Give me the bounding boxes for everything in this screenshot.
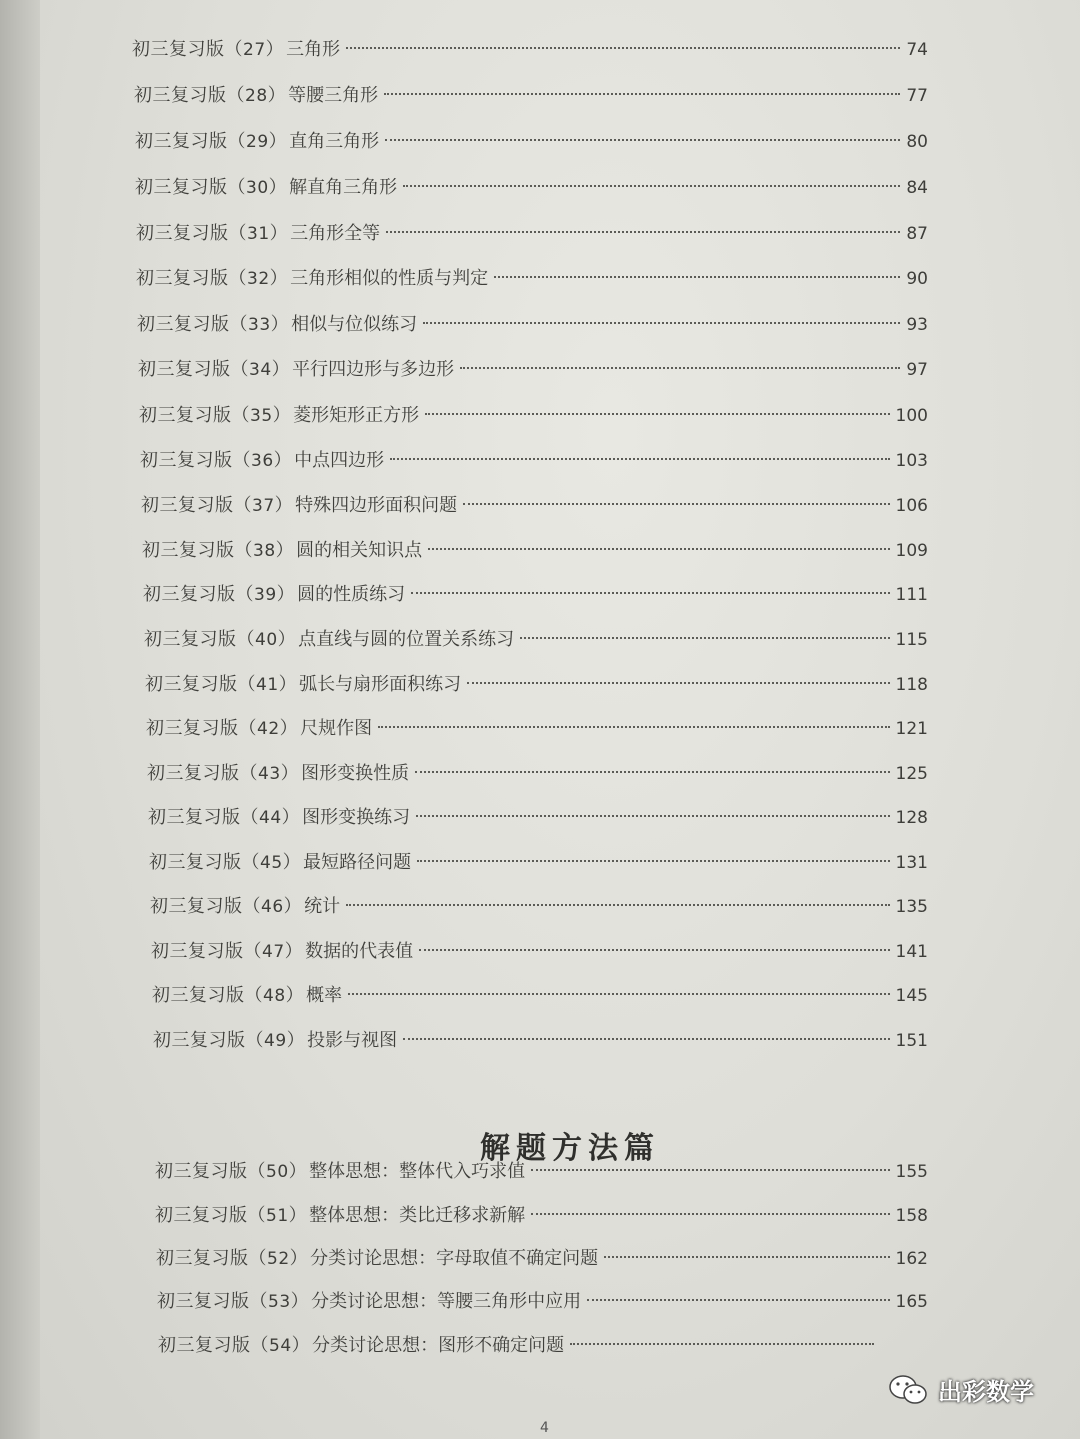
entry-label [156,1244,308,1270]
toc-entry [141,491,928,521]
entry-title: 整体思想：整体代入巧求值 [309,1161,526,1182]
entry-title: 整体思想：类比迁移求新解 [309,1205,526,1226]
entry-label-suffix: ） [269,268,289,289]
entry-label-prefix: 初三复习版（ [138,359,249,380]
entry-label [150,892,302,918]
entry-number: 28 [245,86,268,106]
entry-label-prefix: 初三复习版（ [155,1205,266,1226]
entry-label-suffix: ） [265,39,285,60]
entry-label-suffix: ） [273,450,293,471]
entry-title: 中点四边形 [294,450,385,471]
entry-number: 50 [266,1162,289,1182]
toc-entry [139,401,928,431]
entry-number: 42 [257,719,280,739]
entry-label-prefix: 初三复习版（ [157,1291,268,1312]
toc-entry [146,714,928,744]
entry-label [147,759,299,785]
toc-entry [136,219,928,249]
entry-title: 概率 [306,985,343,1006]
dot-leader [494,276,900,278]
toc-entry [150,892,928,922]
entry-label-suffix: ） [284,941,304,962]
toc-entry [156,1244,928,1274]
dot-leader [460,367,900,369]
entry-label [146,714,298,740]
entry-title: 特殊四边形面积问题 [295,495,458,516]
entry-label [135,127,287,153]
entry-number: 40 [255,630,278,650]
toc-entry [142,536,928,566]
entry-number: 27 [243,40,266,60]
entry-label-prefix: 初三复习版（ [139,405,250,426]
dot-leader [423,322,900,324]
entry-page-number: 100 [895,406,928,426]
entry-page-number: 111 [895,585,928,605]
entry-label-prefix: 初三复习版（ [152,985,263,1006]
entry-label-suffix: ） [268,131,288,152]
entry-title: 弧长与扇形面积练习 [299,674,462,695]
entry-page-number: 115 [895,630,928,650]
dot-leader [403,1038,889,1040]
entry-label-prefix: 初三复习版（ [149,852,260,873]
entry-page-number: 155 [895,1162,928,1182]
entry-label-prefix: 初三复习版（ [145,674,256,695]
dot-leader [385,139,900,141]
entry-label [138,355,290,381]
entry-number: 43 [258,764,281,784]
wechat-icon [888,1373,930,1407]
entry-label [152,981,304,1007]
entry-label-suffix: ） [280,763,300,784]
entry-label-prefix: 初三复习版（ [137,314,248,335]
entry-label-suffix: ） [289,1248,309,1269]
entry-label [142,536,294,562]
entry-page-number: 135 [895,897,928,917]
entry-label [158,1331,310,1357]
dot-leader [411,592,889,594]
entry-label-prefix: 初三复习版（ [153,1030,264,1051]
entry-label-suffix: ） [272,405,292,426]
entry-label-prefix: 初三复习版（ [135,177,246,198]
entry-label-suffix: ） [288,1161,308,1182]
entry-title: 解直角三角形 [289,177,398,198]
dot-leader [416,815,889,817]
entry-title: 分类讨论思想：等腰三角形中应用 [311,1291,582,1312]
entry-label-prefix: 初三复习版（ [142,540,253,561]
entry-label-suffix: ） [274,495,294,516]
entry-title: 圆的相关知识点 [296,540,423,561]
entry-title: 平行四边形与多边形 [292,359,455,380]
entry-label-prefix: 初三复习版（ [156,1248,267,1269]
table-of-contents [40,0,1080,1439]
entry-number: 34 [249,360,272,380]
entry-title: 圆的性质练习 [297,584,406,605]
entry-number: 36 [251,451,274,471]
entry-label [132,35,284,61]
dot-leader [346,47,900,49]
dot-leader [346,904,889,906]
entry-label [149,848,301,874]
entry-label-prefix: 初三复习版（ [155,1161,266,1182]
document-page [40,0,1080,1439]
entry-number: 35 [250,406,273,426]
entry-label-suffix: ） [286,1030,306,1051]
entry-number: 52 [267,1249,290,1269]
entry-label-suffix: ） [290,1291,310,1312]
entry-label [134,81,286,107]
entry-label [157,1287,309,1313]
footer-page-number: 4 [540,1420,549,1436]
entry-label [137,310,289,336]
entry-number: 39 [254,585,277,605]
entry-title: 尺规作图 [300,718,373,739]
dot-leader [384,93,900,95]
entry-label [140,446,292,472]
toc-entry [143,580,928,610]
entry-number: 44 [259,808,282,828]
dot-leader [403,185,900,187]
entry-label-suffix: ） [285,985,305,1006]
entry-label-suffix: ） [288,1205,308,1226]
toc-entry [136,264,928,294]
dot-leader [467,682,889,684]
dot-leader [386,231,900,233]
dot-leader [587,1299,889,1301]
entry-label [144,625,296,651]
dot-leader [348,993,889,995]
toc-entry [148,803,928,833]
entry-number: 37 [252,496,275,516]
entry-title: 等腰三角形 [288,85,379,106]
entry-page-number: 77 [906,86,928,106]
entry-number: 48 [263,986,286,1006]
toc-entry [144,625,928,655]
toc-entry [157,1287,928,1317]
entry-number: 38 [253,541,276,561]
entry-number: 47 [262,942,285,962]
dot-leader [463,503,889,505]
toc-entry [132,35,928,65]
entry-page-number: 106 [895,496,928,516]
entry-page-number: 162 [895,1249,928,1269]
entry-label-suffix: ） [271,359,291,380]
entry-number: 54 [269,1336,292,1356]
entry-label-suffix: ） [277,629,297,650]
entry-label-prefix: 初三复习版（ [132,39,243,60]
entry-label [148,803,300,829]
entry-page-number: 165 [895,1292,928,1312]
entry-number: 41 [256,675,279,695]
entry-page-number: 151 [895,1031,928,1051]
entry-page-number: 97 [906,360,928,380]
section-heading: 解题方法篇 [480,1131,660,1166]
entry-label-suffix: ） [281,807,301,828]
dot-leader [531,1213,889,1215]
entry-title: 分类讨论思想：字母取值不确定问题 [310,1248,599,1269]
entry-number: 29 [246,132,269,152]
entry-number: 46 [261,897,284,917]
entry-label [136,264,288,290]
entry-page-number: 121 [895,719,928,739]
toc-entry [153,1026,928,1056]
entry-page-number: 109 [895,541,928,561]
dot-leader [378,726,889,728]
entry-title: 分类讨论思想：图形不确定问题 [312,1335,565,1356]
entry-page-number: 87 [906,224,928,244]
entry-number: 30 [246,178,269,198]
entry-label [141,491,293,517]
watermark-text: 出彩数学 [938,1378,1034,1406]
entry-page-number: 145 [895,986,928,1006]
dot-leader [425,413,889,415]
entry-page-number: 84 [906,178,928,198]
entry-number: 53 [268,1292,291,1312]
entry-page-number: 131 [895,853,928,873]
toc-entry [135,127,928,157]
entry-label-prefix: 初三复习版（ [144,629,255,650]
toc-entry [151,937,928,967]
entry-number: 51 [266,1206,289,1226]
entry-title: 相似与位似练习 [291,314,418,335]
entry-title: 数据的代表值 [305,941,414,962]
entry-title: 投影与视图 [307,1030,398,1051]
entry-title: 图形变换性质 [301,763,410,784]
entry-label-prefix: 初三复习版（ [151,941,262,962]
entry-page-number: 74 [906,40,928,60]
entry-label-prefix: 初三复习版（ [150,896,261,917]
dot-leader [419,949,889,951]
toc-entry [137,310,928,340]
entry-page-number: 80 [906,132,928,152]
entry-title: 三角形 [286,39,341,60]
entry-number: 45 [260,853,283,873]
entry-label-suffix: ） [270,314,290,335]
dot-leader [604,1256,889,1258]
entry-label-suffix: ） [267,85,287,106]
entry-title: 三角形全等 [290,223,381,244]
dot-leader [570,1343,874,1345]
entry-label [136,219,288,245]
entry-label-suffix: ） [291,1335,311,1356]
entry-label-suffix: ） [269,223,289,244]
entry-page-number: 118 [895,675,928,695]
entry-title: 菱形矩形正方形 [293,405,420,426]
entry-number: 49 [264,1031,287,1051]
dot-leader [415,771,889,773]
entry-label-suffix: ） [283,896,303,917]
entry-title: 最短路径问题 [303,852,412,873]
entry-label-prefix: 初三复习版（ [141,495,252,516]
entry-number: 31 [247,224,270,244]
entry-label-suffix: ） [268,177,288,198]
entry-label-suffix: ） [275,540,295,561]
entry-label-prefix: 初三复习版（ [135,131,246,152]
toc-entry [155,1201,928,1231]
entry-label-prefix: 初三复习版（ [143,584,254,605]
dot-leader [428,548,889,550]
toc-entry [134,81,928,111]
entry-page-number: 103 [895,451,928,471]
entry-label-prefix: 初三复习版（ [136,268,247,289]
entry-page-number: 93 [906,315,928,335]
dot-leader [531,1169,889,1171]
entry-label [151,937,303,963]
entry-title: 直角三角形 [289,131,380,152]
watermark [888,1372,1034,1407]
entry-label-suffix: ） [282,852,302,873]
entry-page-number: 158 [895,1206,928,1226]
toc-entry [145,670,928,700]
dot-leader [417,860,889,862]
entry-label-suffix: ） [279,718,299,739]
entry-label-prefix: 初三复习版（ [140,450,251,471]
toc-entry [158,1331,880,1361]
dot-leader [520,637,889,639]
entry-page-number: 128 [895,808,928,828]
entry-label [139,401,291,427]
toc-entry [149,848,928,878]
entry-label [155,1201,307,1227]
entry-title: 点直线与圆的位置关系练习 [298,629,515,650]
entry-page-number: 141 [895,942,928,962]
entry-title: 图形变换练习 [302,807,411,828]
entry-title: 三角形相似的性质与判定 [290,268,489,289]
toc-entry [140,446,928,476]
entry-label-prefix: 初三复习版（ [148,807,259,828]
entry-label-prefix: 初三复习版（ [147,763,258,784]
entry-label [155,1157,307,1183]
entry-label [143,580,295,606]
entry-number: 33 [248,315,271,335]
entry-label-prefix: 初三复习版（ [146,718,257,739]
entry-title: 统计 [304,896,341,917]
entry-label-prefix: 初三复习版（ [134,85,245,106]
entry-number: 32 [247,269,270,289]
dot-leader [390,458,889,460]
entry-label-suffix: ） [278,674,298,695]
entry-label [135,173,287,199]
toc-entry [147,759,928,789]
toc-entry [152,981,928,1011]
entry-page-number: 90 [906,269,928,289]
entry-label [153,1026,305,1052]
entry-page-number: 125 [895,764,928,784]
toc-entry [135,173,928,203]
entry-label-prefix: 初三复习版（ [158,1335,269,1356]
entry-label-prefix: 初三复习版（ [136,223,247,244]
entry-label [145,670,297,696]
toc-entry [138,355,928,385]
entry-label-suffix: ） [276,584,296,605]
